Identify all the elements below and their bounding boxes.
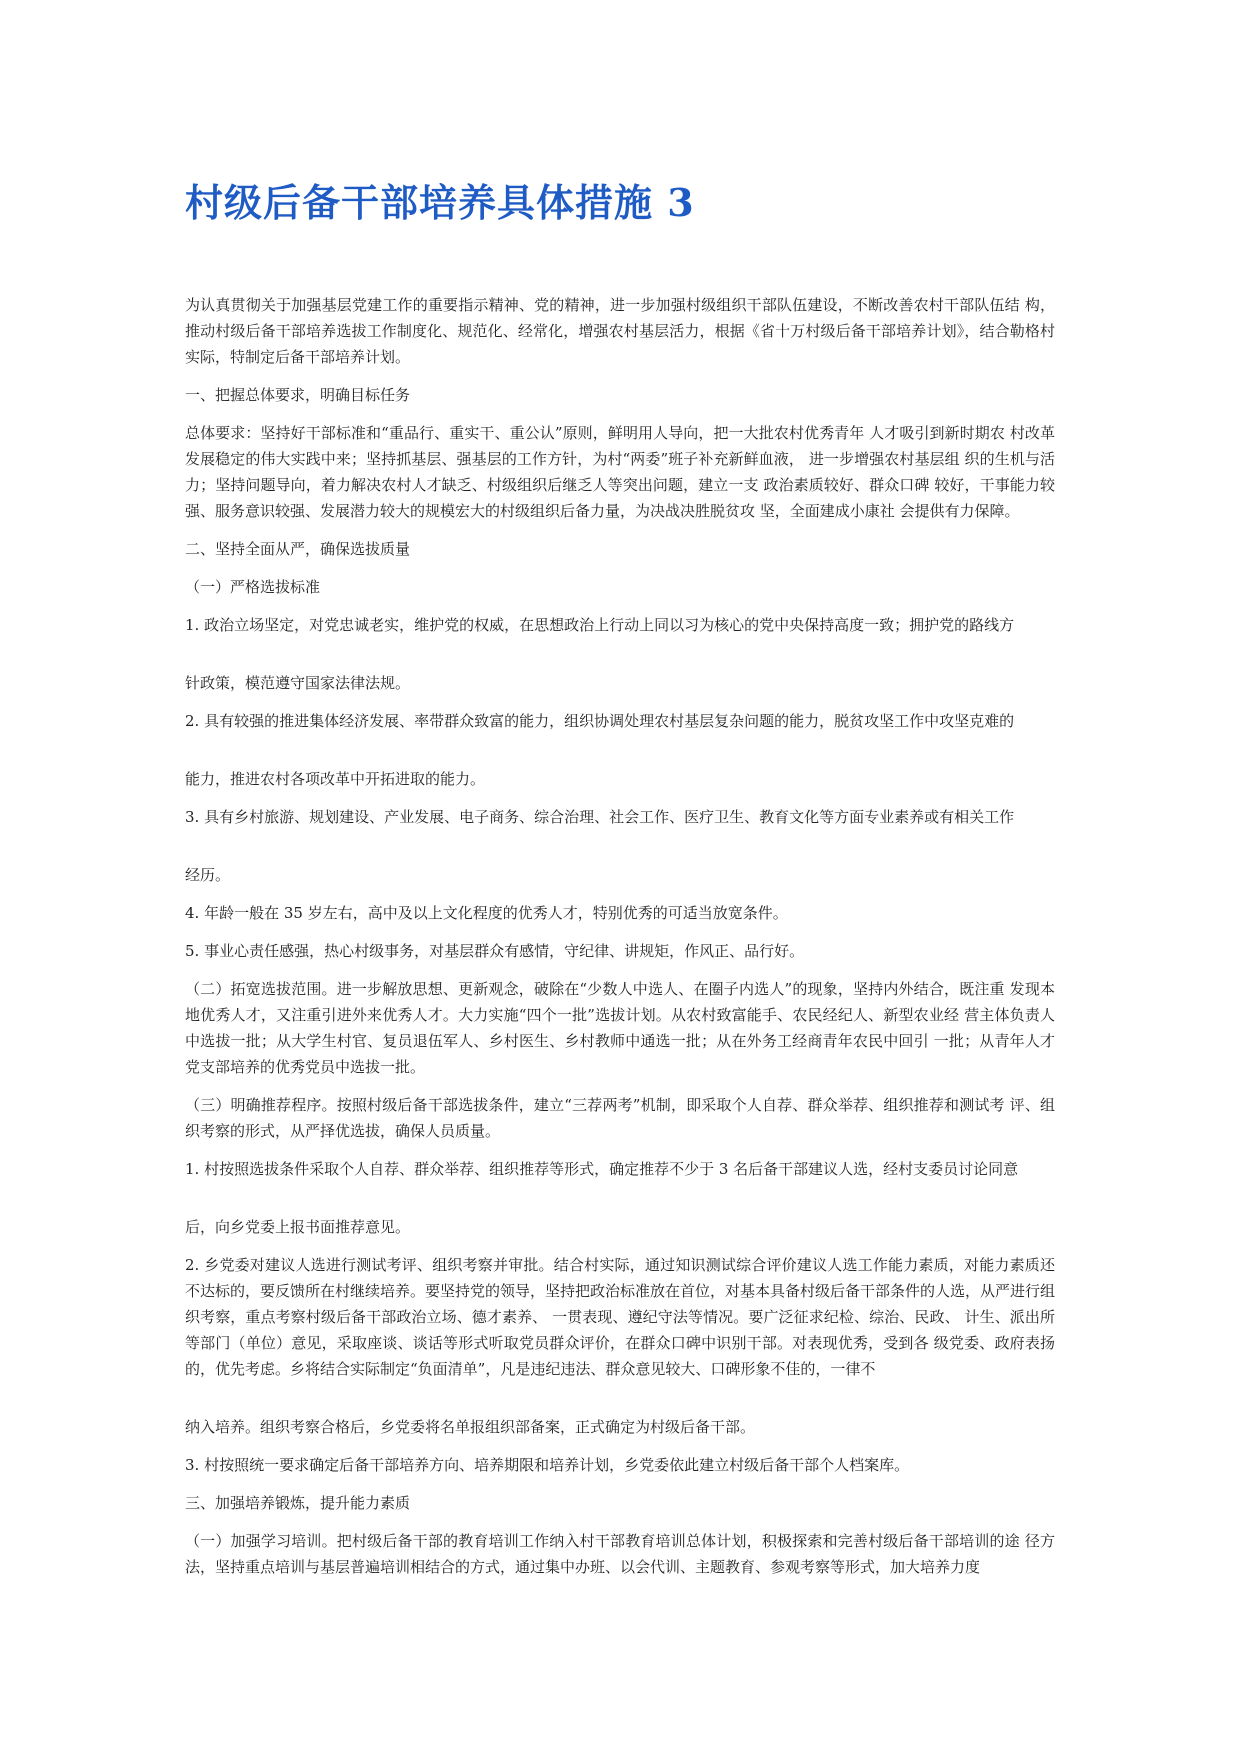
section-heading-1: 一、把握总体要求，明确目标任务 <box>185 386 411 404</box>
criteria-item-1-continued: 针政策，模范遵守国家法律法规。 <box>185 674 411 692</box>
procedure-item-2-continued: 纳入培养。组织考察合格后，乡党委将名单报组织部备案，正式确定为村级后备干部。 <box>185 1418 756 1436</box>
overall-requirements-paragraph: 总体要求：坚持好干部标准和“重品行、重实干、重公认”原则，鲜明用人导向，把一大批农村优秀青年 人才吸引到新时期农 村改革发展稳定的伟大实践中来；坚持抓基层、强基层的工作方针，为村“两委”班子补充新鲜血液， 进一步增强农村基层组 织的生机与活力；坚持问题导向，着力解决农村人才缺乏、村级组织后继乏人等突出问题，建立一支 政治素质较好、群众口碑 较好，干事能力较强、服务意识较强、发展潜力较大的规模宏大的村级组织后备力量，为决战决胜脱贫攻 坚，全面建成小康社 会提供有力保障。 <box>185 424 1055 520</box>
page-title: 村级后备干部培养具体措施 3 <box>185 180 695 225</box>
procedure-item-1-continued: 后，向乡党委上报书面推荐意见。 <box>185 1218 411 1236</box>
criteria-item-3: 3. 具有乡村旅游、规划建设、产业发展、电子商务、综合治理、社会工作、医疗卫生、教育文化等方面专业素养或有相关工作 <box>185 808 1015 826</box>
broaden-scope-paragraph: （二）拓宽选拔范围。进一步解放思想、更新观念，破除在“少数人中选人、在圈子内选人”的现象，坚持内外结合，既注重 发现本地优秀人才，又注重引进外来优秀人才。大力实施“四个一批”选拔计划。从农村致富能手、农民经纪人、新型农业经 营主体负责人中选拔一批；从大学生村官、复员退伍军人、乡村医生、乡村教师中通选一批；从在外务工经商青年农民中回引 一批；从青年人才党支部培养的优秀党员中选拔一批。 <box>185 980 1055 1076</box>
procedure-item-2: 2. 乡党委对建议人选进行测试考评、组织考察并审批。结合村实际，通过知识测试综合评价建议人选工作能力素质，对能力素质还不达标的，要反馈所在村继续培养。要坚持党的领导，坚持把政治标准放在首位，对基本具备村级后备干部条件的人选，从严进行组织考察，重点考察村级后备干部政治立场、德才素养、 一贯表现、遵纪守法等情况。要广泛征求纪检、综治、民政、 计生、派出所等部门（单位）意见，采取座谈、谈话等形式听取党员群众评价，在群众口碑中识别干部。对表现优秀，受到各 级党委、政府表扬的，优先考虑。乡将结合实际制定“负面清单”，凡是违纪违法、群众意见较大、口碑形象不佳的，一律不 <box>185 1256 1056 1378</box>
document-body <box>185 292 1055 1580</box>
subsection-heading: （一）严格选拔标准 <box>185 578 321 596</box>
intro-paragraph: 为认真贯彻关于加强基层党建工作的重要指示精神、党的精神，进一步加强村级组织干部队伍建设，不断改善农村干部队伍结 构，推动村级后备干部培养选拔工作制度化、规范化、经常化，增强农村基层活力，根据《省十万村级后备干部培养计划》，结合勒格村实际，特制定后备干部培养计划。 <box>185 296 1055 366</box>
criteria-item-2: 2. 具有较强的推进集体经济发展、率带群众致富的能力，组织协调处理农村基层复杂问题的能力，脱贫攻坚工作中攻坚克难的 <box>185 712 1015 730</box>
recommend-procedure-paragraph: （三）明确推荐程序。按照村级后备干部选拔条件，建立“三荐两考”机制，即采取个人自荐、群众举荐、组织推荐和测试考 评、组织考察的形式，从严择优选拔，确保人员质量。 <box>185 1096 1055 1140</box>
criteria-item-2-continued: 能力，推进农村各项改革中开拓进取的能力。 <box>185 770 486 788</box>
procedure-item-3: 3. 村按照统一要求确定后备干部培养方向、培养期限和培养计划，乡党委依此建立村级后备干部个人档案库。 <box>185 1456 910 1474</box>
training-paragraph: （一）加强学习培训。把村级后备干部的教育培训工作纳入村干部教育培训总体计划，积极探索和完善村级后备干部培训的途 径方法，坚持重点培训与基层普遍培训相结合的方式，通过集中办班、以会代训、主题教育、参观考察等形式，加大培养力度 <box>185 1532 1055 1576</box>
section-heading-2: 二、坚持全面从严，确保选拔质量 <box>185 540 411 558</box>
criteria-item-3-continued: 经历。 <box>185 866 231 884</box>
criteria-item-4: 4. 年龄一般在 35 岁左右，高中及以上文化程度的优秀人才，特别优秀的可适当放宽条件。 <box>185 904 788 922</box>
criteria-item-1: 1. 政治立场坚定，对党忠诚老实，维护党的权威，在思想政治上行动上同以习为核心的党中央保持高度一致；拥护党的路线方 <box>185 616 1015 634</box>
section-heading-3: 三、加强培养锻炼，提升能力素质 <box>185 1494 411 1512</box>
procedure-item-1: 1. 村按照选拔条件采取个人自荐、群众举荐、组织推荐等形式，确定推荐不少于 3 名后备干部建议人选，经村支委员讨论同意 <box>185 1160 1019 1178</box>
criteria-item-5: 5. 事业心责任感强，热心村级事务，对基层群众有感情，守纪律、讲规矩，作风正、品行好。 <box>185 942 805 960</box>
